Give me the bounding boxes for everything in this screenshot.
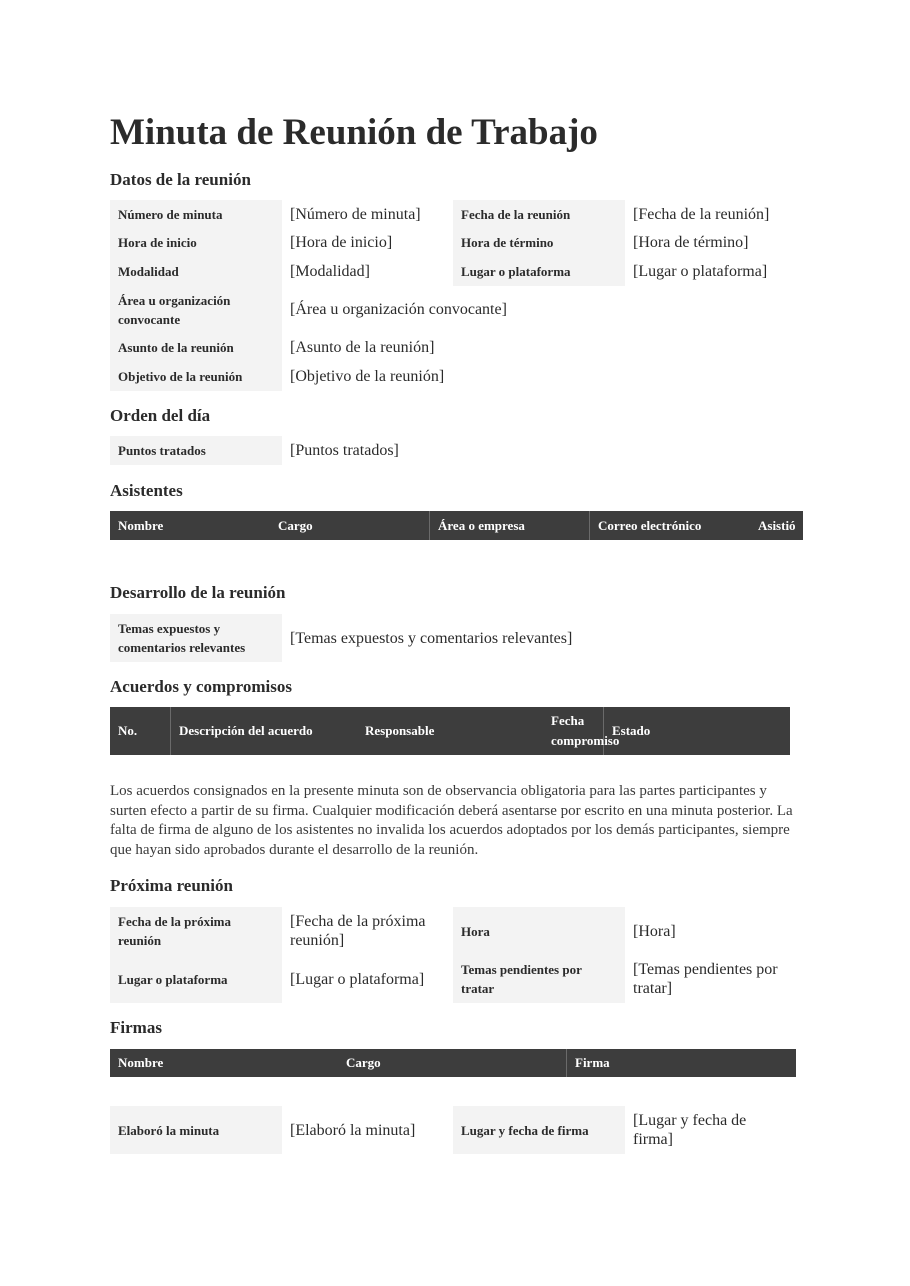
asistentes-col-cargo: Cargo — [270, 511, 430, 540]
lugar-label: Lugar o plataforma — [453, 257, 625, 286]
acuerdos-col-estado: Estado — [612, 723, 651, 738]
firmas-row — [110, 1106, 796, 1154]
numero-label: Número de minuta — [110, 200, 282, 228]
hora-inicio-value: [Hora de inicio] — [290, 234, 393, 251]
objetivo-label: Objetivo de la reunión — [110, 362, 282, 391]
proxima-row-2 — [110, 955, 796, 1003]
temas-value: [Temas expuestos y comentarios relevantes] — [290, 629, 573, 647]
section-heading-firmas: Firmas — [110, 1018, 162, 1037]
proxima-fecha-value: [Fecha de la próxima reunión] — [290, 913, 426, 949]
asunto-label: Asunto de la reunión — [110, 333, 282, 362]
acuerdos-col-responsable: Responsable — [365, 723, 435, 738]
firmas-col-cargo: Cargo — [338, 1049, 567, 1077]
datos-row-2 — [110, 228, 796, 257]
area-label: Área u organización convocante — [110, 286, 282, 333]
lugar-fecha-label: Lugar y fecha de firma — [453, 1106, 625, 1154]
numero-value: [Número de minuta] — [290, 205, 421, 223]
document-page — [110, 108, 810, 1148]
lugar-value: [Lugar o plataforma] — [633, 263, 768, 280]
datos-row-4 — [110, 286, 797, 333]
proxima-temas-value: [Temas pendientes por tratar] — [633, 961, 778, 997]
firmas-col-nombre: Nombre — [118, 1055, 164, 1070]
acuerdos-col-descripcion: Descripción del acuerdo — [179, 723, 313, 738]
acuerdos-col-fecha: Fecha compromiso — [543, 707, 604, 755]
modalidad-value: [Modalidad] — [290, 263, 370, 280]
elaboro-value: [Elaboró la minuta] — [290, 1121, 416, 1139]
datos-row-5 — [110, 333, 797, 362]
asistentes-col-asistio: Asistió — [758, 517, 796, 533]
proxima-hora-label: Hora — [453, 907, 625, 955]
desarrollo-row — [110, 614, 797, 662]
proxima-hora-value: [Hora] — [633, 922, 676, 940]
proxima-lugar-value: [Lugar o plataforma] — [290, 970, 425, 988]
proxima-lugar-label: Lugar o plataforma — [110, 955, 282, 1003]
datos-row-3 — [110, 257, 796, 286]
puntos-label: Puntos tratados — [110, 436, 282, 465]
elaboro-label: Elaboró la minuta — [110, 1106, 282, 1154]
page-title: Minuta de Reunión de Trabajo — [110, 112, 598, 153]
acuerdos-paragraph: Los acuerdos consignados en la presente minuta son de observancia obligatoria para las partes participantes y surten efecto a partir de su firma. Cualquier modificación deberá asentarse por escrito en una minuta posterior. La falta de firma de alguno de los asistentes no invalida los acuerdos adoptados por los demás participantes, siempre que hayan sido aprobados durante el desarrollo de la reunión. — [110, 783, 793, 858]
firmas-col-firma: Firma — [575, 1055, 610, 1070]
hora-termino-value: [Hora de término] — [633, 234, 749, 251]
acuerdos-col-no: No. — [110, 707, 171, 755]
fecha-value: [Fecha de la reunión] — [633, 205, 770, 223]
temas-label: Temas expuestos y comentarios relevantes — [110, 614, 282, 662]
orden-row — [110, 436, 797, 465]
datos-row-1 — [110, 200, 796, 228]
datos-row-6 — [110, 362, 797, 391]
asistentes-table-header — [110, 511, 803, 540]
section-heading-orden: Orden del día — [110, 406, 211, 425]
section-heading-datos: Datos de la reunión — [110, 170, 251, 189]
objetivo-value: [Objetivo de la reunión] — [290, 368, 445, 385]
proxima-fecha-label: Fecha de la próxima reunión — [110, 907, 282, 955]
asunto-value: [Asunto de la reunión] — [290, 339, 435, 356]
section-heading-proxima: Próxima reunión — [110, 876, 233, 895]
modalidad-label: Modalidad — [110, 257, 282, 286]
asistentes-col-correo: Correo electrónico — [598, 517, 702, 533]
section-heading-acuerdos: Acuerdos y compromisos — [110, 677, 292, 696]
fecha-label: Fecha de la reunión — [453, 200, 625, 228]
hora-termino-label: Hora de término — [453, 228, 625, 257]
asistentes-col-nombre: Nombre — [118, 517, 164, 533]
area-value: [Área u organización convocante] — [290, 301, 507, 318]
hora-inicio-label: Hora de inicio — [110, 228, 282, 257]
asistentes-col-area: Área o empresa — [430, 511, 590, 540]
puntos-value: [Puntos tratados] — [290, 442, 399, 459]
firmas-table-header — [110, 1049, 796, 1077]
acuerdos-table-header — [110, 707, 790, 755]
section-heading-desarrollo: Desarrollo de la reunión — [110, 583, 286, 602]
section-heading-asistentes: Asistentes — [110, 481, 183, 500]
proxima-row-1 — [110, 907, 796, 955]
proxima-temas-label: Temas pendientes por tratar — [453, 955, 625, 1003]
lugar-fecha-value: [Lugar y fecha de firma] — [633, 1112, 747, 1148]
